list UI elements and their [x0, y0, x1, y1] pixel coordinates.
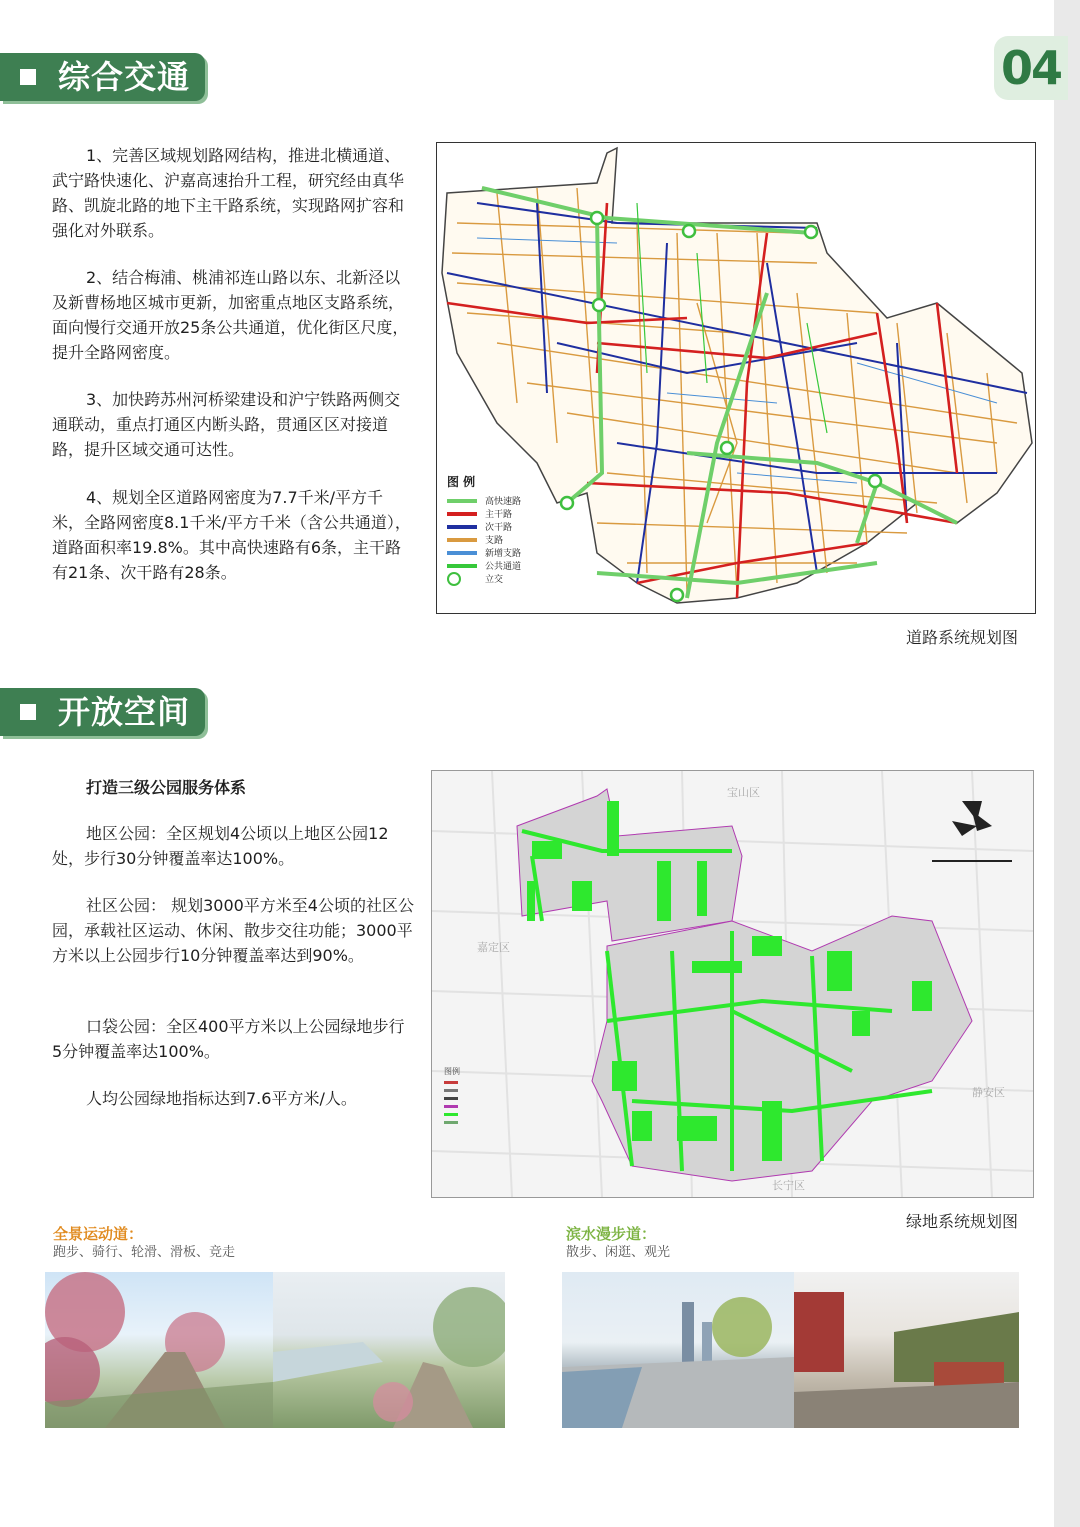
- square-bullet-icon: [20, 69, 36, 85]
- green-map-graphic: [432, 771, 1033, 1197]
- legend-item: 次干路: [447, 520, 521, 533]
- legend-title: 图 例: [447, 475, 476, 489]
- road-map-caption: 道路系统规划图: [906, 628, 1019, 647]
- paragraph-pocket-park: 口袋公园：全区400平方米以上公园绿地步行5分钟覆盖率达100%。: [52, 1017, 405, 1061]
- section-header-open-space: [0, 688, 205, 736]
- photo-sports-path-1: [45, 1272, 273, 1428]
- paragraph-per-capita: 人均公园绿地指标达到7.6平方米/人。: [86, 1089, 357, 1108]
- section-header-transport: [0, 53, 205, 101]
- photo-waterfront-1: [562, 1272, 794, 1428]
- paragraph-4: 4、规划全区道路网密度为7.7千米/平方千米，全路网密度8.1千米/平方千米（含公共通道），道路面积率19.8%。其中高快速路有6条，主干路有21条、次干路有28条。: [52, 488, 411, 582]
- legend-item: 新增支路: [447, 546, 521, 559]
- square-bullet-icon: [20, 704, 36, 720]
- green-space-map: [431, 770, 1034, 1198]
- legend-item: 支路: [447, 533, 521, 546]
- map-legend-title: 图例: [444, 1067, 460, 1076]
- road-map-graphic: [437, 143, 1035, 613]
- photo-sports-path-2: [273, 1272, 505, 1428]
- subtitle: 打造三级公园服务体系: [86, 778, 247, 797]
- section-title: 综合交通: [58, 58, 191, 96]
- map-label-west: 嘉定区: [477, 941, 510, 954]
- legend-item: 立交: [447, 572, 521, 585]
- side-strip: [1054, 0, 1080, 1527]
- legend-item: 公共通道: [447, 559, 521, 572]
- route-subtitle-sports: 跑步、骑行、轮滑、滑板、竞走: [53, 1245, 236, 1260]
- route-title-sports: 全景运动道：: [53, 1225, 144, 1243]
- map-label-north: 宝山区: [727, 786, 760, 799]
- photo-waterfront-2: [794, 1272, 1019, 1428]
- page-number: 04: [994, 36, 1068, 100]
- route-subtitle-waterfront: 散步、闲逛、观光: [566, 1245, 671, 1260]
- paragraph-1: 1、完善区域规划路网结构，推进北横通道、武宁路快速化、沪嘉高速抬升工程，研究经由真华路、凯旋北路的地下主干路系统，实现路网扩容和强化对外联系。: [52, 146, 405, 240]
- paragraph-district-park: 地区公园：全区规划4公顷以上地区公园12处，步行30分钟覆盖率达100%。: [52, 824, 389, 868]
- paragraph-2: 2、结合梅浦、桃浦祁连山路以东、北新泾以及新曹杨地区城市更新，加密重点地区支路系统，面向慢行交通开放25条公共通道，优化街区尺度，提升全路网密度。: [52, 268, 409, 362]
- section-title: 开放空间: [58, 693, 191, 731]
- map-label-east: 静安区: [972, 1086, 1005, 1099]
- paragraph-community-park: 社区公园： 规划3000平方米至4公顷的社区公园，承载社区运动、休闲、散步交往功能；3000平方米以上公园步行10分钟覆盖率达到90%。: [52, 896, 414, 965]
- map-label-south: 长宁区: [772, 1179, 805, 1192]
- green-map-caption: 绿地系统规划图: [906, 1212, 1019, 1231]
- road-system-map: [436, 142, 1036, 614]
- route-title-waterfront: 滨水漫步道：: [566, 1225, 657, 1243]
- road-map-legend: [447, 473, 521, 585]
- legend-item: 高快速路: [447, 494, 521, 507]
- paragraph-3: 3、加快跨苏州河桥梁建设和沪宁铁路两侧交通联动，重点打通区内断头路，贯通区区对接道路，提升区域交通可达性。: [52, 390, 401, 459]
- legend-item: 主干路: [447, 507, 521, 520]
